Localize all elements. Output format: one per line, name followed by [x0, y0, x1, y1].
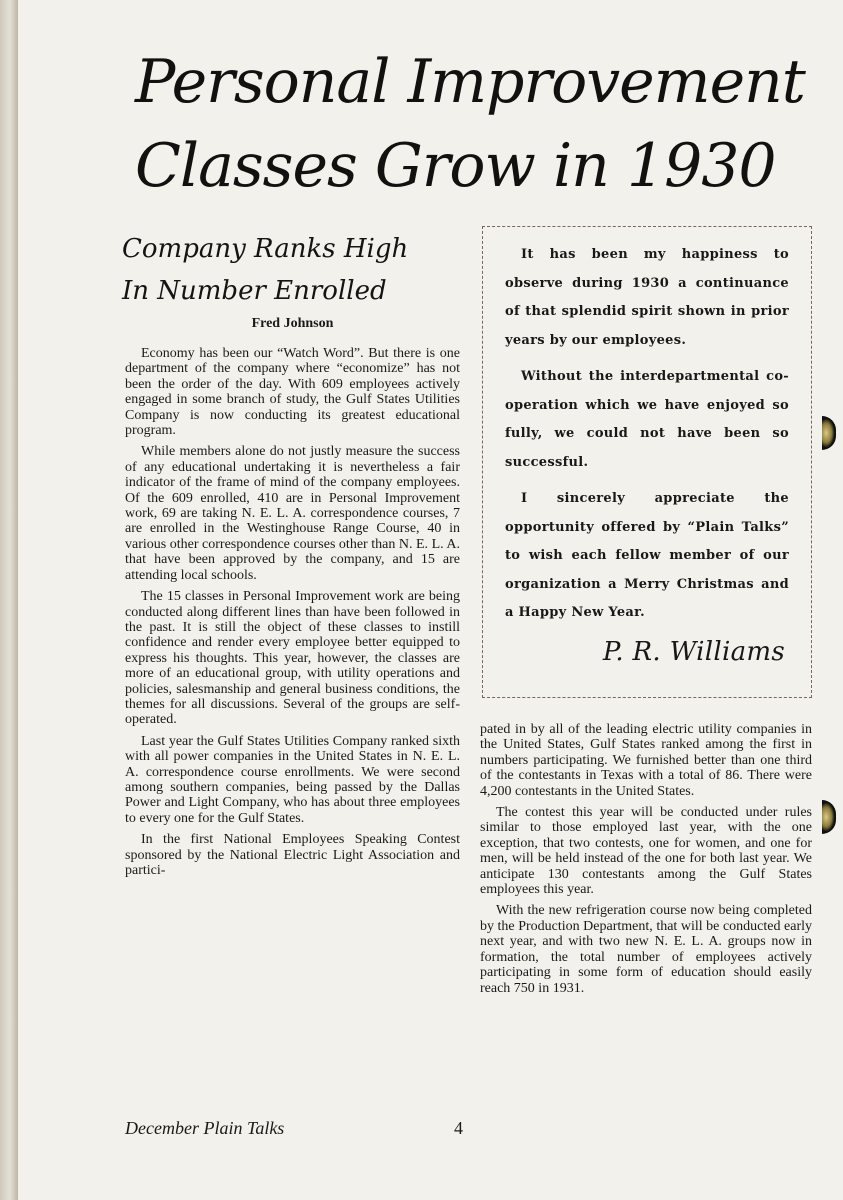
title-line-2: Classes Grow in 1930 — [135, 131, 776, 201]
article-paragraph: Economy has been our “Watch Word”. But there is one department of the company where “economize” has not been the order of the day. With 609 employees actively engaged in some branch of study, the Gulf States Utilities Company is now conducting its greatest educational program. — [125, 346, 460, 439]
article-title — [135, 40, 805, 208]
article-paragraph: pated in by all of the leading electric utility companies in the United States, Gulf States ranked among the first in numbers participating. We furnished better than one third of the contestants in Texas with a total of 86. There were 4,200 contestants in the United States. — [480, 722, 812, 799]
article-left-column — [125, 346, 460, 884]
article-right-column — [480, 722, 812, 1002]
article-paragraph: While members alone do not justly measure the success of any educational undertaking it is nevertheless a fair indicator of the frame of mind of the company employees. Of the 609 enrolled, 410 are in Personal Improvement work, 69 are taking N. E. L. A. correspondence courses, 7 are enrolled in the Westinghouse Range Course, 40 in various other correspondence courses other than N. E. L. A. that have been approved by the company, and 15 are attending local schools. — [125, 444, 460, 583]
article-paragraph: The contest this year will be conducted under rules similar to those employed last year, with the one exception, that two contests, one for women, and one for men, will be held instead of the one for both last year. We anticipate 130 contestants among the Gulf States employees this year. — [480, 805, 812, 898]
christmas-message-box — [482, 226, 812, 698]
message-paragraph: I sincerely appreciate the opportunity offered by “Plain Talks” to wish each fellow member of our organization a Merry Christmas and a Happy New Year. — [505, 491, 789, 620]
article-paragraph: In the first National Employees Speaking Contest sponsored by the National Electric Light Association and partici- — [125, 832, 460, 878]
signature: P. R. Williams — [602, 636, 785, 667]
article-paragraph: Last year the Gulf States Utilities Company ranked sixth with all power companies in the United States in N. E. L. A. correspondence course enrollments. We were second among southern companies, being passed by the Dallas Power and Light Company, who has about three employees to every one for the Gulf States. — [125, 733, 460, 826]
byline: Fred Johnson — [251, 316, 334, 331]
article-paragraph: With the new refrigeration course now being completed by the Production Department, that will be conducted early next year, and with two new N. E. L. A. groups now in formation, the total number of employees actively participating in some form of education should easily reach 750 in 1931. — [480, 903, 812, 996]
page-number: 4 — [454, 1118, 463, 1138]
article-paragraph: The 15 classes in Personal Improvement work are being conducted along different lines than have been followed in the past. It is still the object of these classes to instill confidence and render every employee better equipped to express his thoughts. This year, however, the classes are more of an educational group, with utility operations and policies, salesmanship and general business conditions, the themes for all discussions. Several of the groups are self-operated. — [125, 589, 460, 728]
publication-footer: December Plain Talks — [125, 1118, 285, 1138]
subtitle-line-2: In Number Enrolled — [122, 276, 387, 306]
subtitle-line-1: Company Ranks High — [122, 234, 409, 264]
title-line-1: Personal Improvement — [135, 47, 805, 117]
message-paragraph: Without the interdepartmental co-operation which we have enjoyed so fully, we could not have been so successful. — [505, 369, 789, 470]
page-binding-edge — [0, 0, 18, 1200]
message-paragraph: It has been my happiness to observe during 1930 a continuance of that splendid spirit shown in prior years by our employees. — [505, 247, 789, 348]
article-subtitle — [122, 228, 462, 312]
